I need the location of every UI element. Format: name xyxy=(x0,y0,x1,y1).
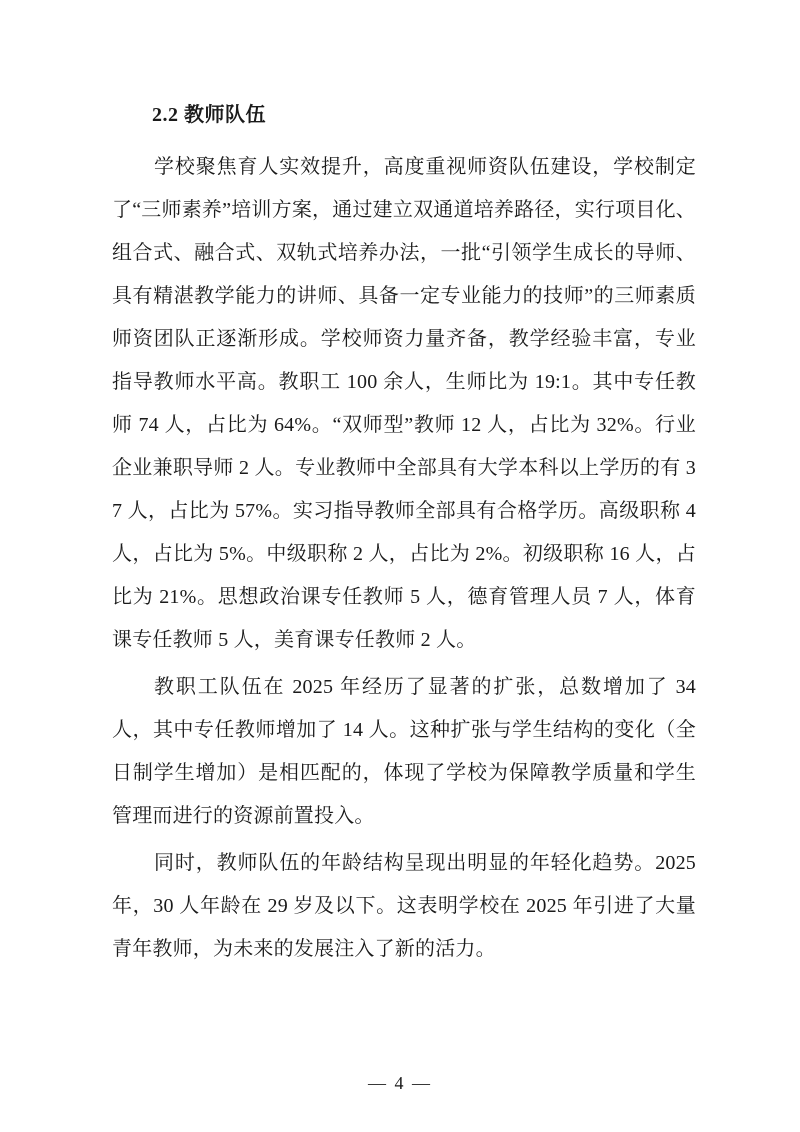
page-number: — 4 — xyxy=(368,1073,432,1093)
body-paragraph: 教职工队伍在 2025 年经历了显著的扩张，总数增加了 34 人，其中专任教师增加了 14 人。这种扩张与学生结构的变化（全日制学生增加）是相匹配的，体现了学校为保障教学质量和学生管理而进行的资源前置投入。 xyxy=(112,676,696,827)
section-heading: 2.2 教师队伍 xyxy=(152,104,266,126)
body-paragraph: 同时，教师队伍的年龄结构呈现出明显的年轻化趋势。2025 年，30 人年龄在 29 岁及以下。这表明学校在 2025 年引进了大量青年教师，为未来的发展注入了新的活力。 xyxy=(112,852,696,960)
body-paragraph: 学校聚焦育人实效提升，高度重视师资队伍建设，学校制定了“三师素养”培训方案，通过建立双通道培养路径，实行项目化、组合式、融合式、双轨式培养办法，一批“引领学生成长的导师、具有精湛教学能力的讲师、具备一定专业能力的技师”的三师素质师资团队正逐渐形成。学校师资力量齐备，教学经验丰富，专业指导教师水平高。教职工 100 余人，生师比为 19:1。其中专任教师 74 人，占比为 64%。“双师型”教师 12 人，占比为 32%。行业企业兼职导师 2 人。专业教师中全部具有大学本科以上学历的有 37 人，占比为 57%。实习指导教师全部具有合格学历。高级职称 4 人，占比为 5%。中级职称 2 人，占比为 2%。初级职称 16 人，占比为 21%。思想政治课专任教师 5 人，德育管理人员 7 人，体育课专任教师 5 人，美育课专任教师 2 人。 xyxy=(112,156,696,651)
